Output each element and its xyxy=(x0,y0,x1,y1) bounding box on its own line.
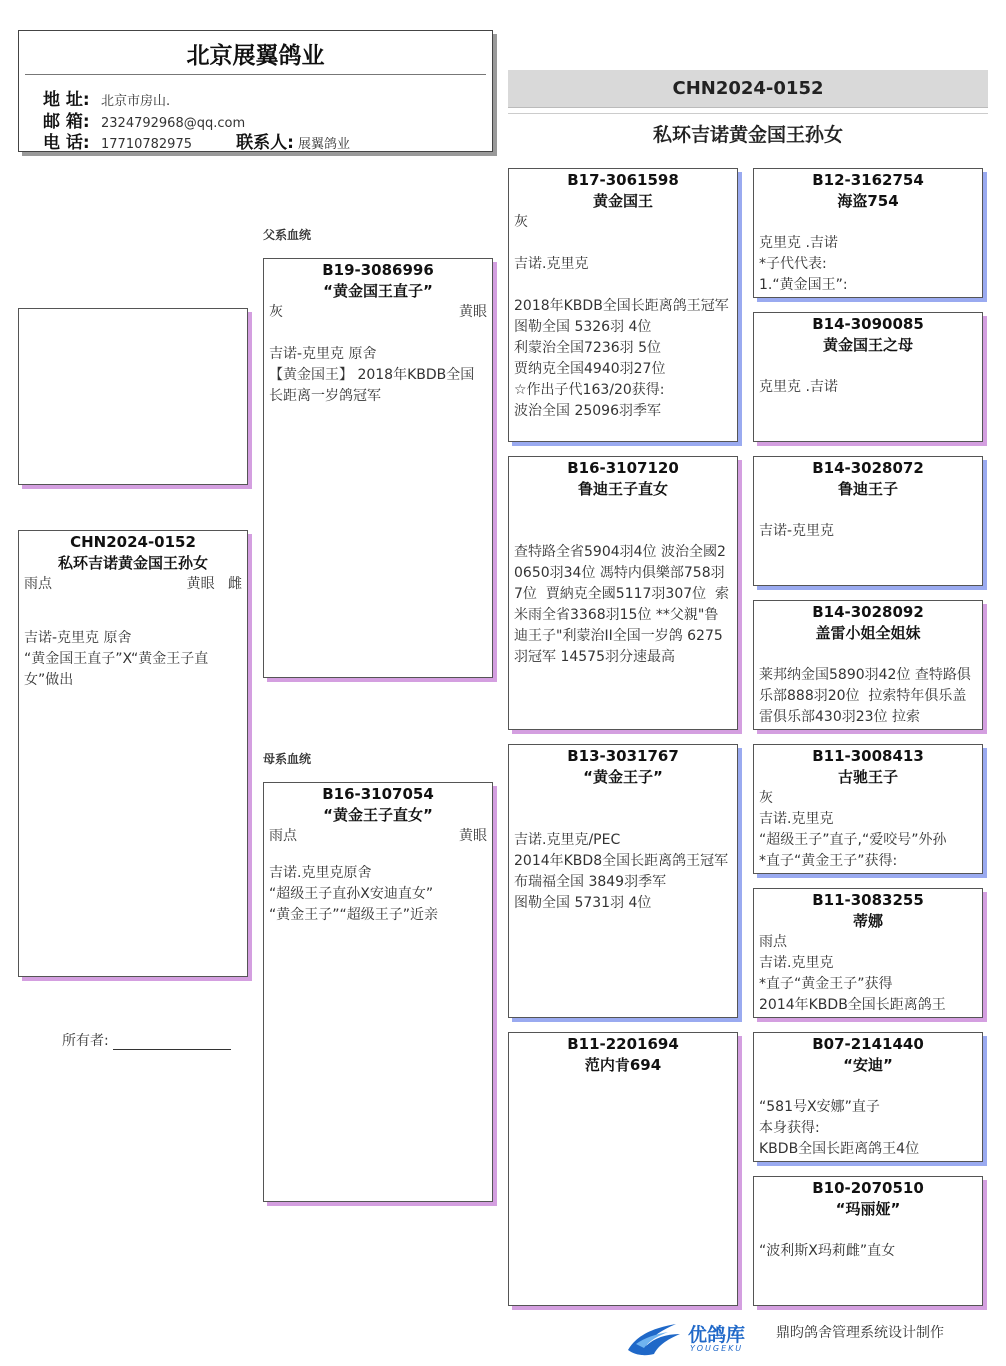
phone-label: 电 话: xyxy=(43,133,90,153)
ssd-description: 克里克 .吉诺 xyxy=(759,379,838,395)
ddd-card xyxy=(753,1176,983,1306)
dam-description: 吉诺.克里克原舍 “超级王子直孙X安迪直女” “黄金王子”“超级王子”近亲 xyxy=(269,865,439,923)
subject-attributes xyxy=(19,574,247,595)
sire-ring: B19-3086996 xyxy=(322,261,434,279)
sds-name: 鲁迪王子 xyxy=(837,480,898,498)
sire-name: “黄金国王直子” xyxy=(323,282,433,300)
dam-color: 雨点 xyxy=(269,828,297,844)
subject-name: 私环吉诺黄金国王孙女 xyxy=(57,554,208,572)
sire-color: 灰 xyxy=(269,304,283,320)
dss-card xyxy=(753,744,983,874)
sire-dam-description: 查特路全省5904羽4位 波治全國20650羽34位 馮特内俱樂部758羽7位 賈納克全國5117羽307位 索米雨全省3368羽15位 **父親"鲁迪王子"利蒙治II全国一岁鸽 6275羽冠军 14575羽分速最高 xyxy=(514,544,730,665)
dam-dam-ring: B11-2201694 xyxy=(567,1035,679,1053)
dam-sire-ring: B13-3031767 xyxy=(567,747,679,765)
phone-value: 17710782975 xyxy=(101,137,192,152)
dss-description: 灰 吉诺.克里克 “超级王子”直子,“爱咬号”外孙 *直子“黄金王子”获得: xyxy=(759,790,947,869)
contact-label: 联系人: xyxy=(236,133,294,153)
sds-description: 吉诺-克里克 xyxy=(759,523,835,539)
sss-name: 海盗754 xyxy=(837,192,899,210)
dam-card xyxy=(263,782,493,1202)
subject-color: 雨点 xyxy=(24,576,52,592)
dds-ring: B07-2141440 xyxy=(812,1035,924,1053)
sds-ring: B14-3028072 xyxy=(812,459,924,477)
dsd-ring: B11-3083255 xyxy=(812,891,924,909)
dds-name: “安迪” xyxy=(843,1056,893,1074)
sire-attributes xyxy=(264,302,492,323)
dam-name: “黄金王子直女” xyxy=(323,806,433,824)
sdd-name: 盖雷小姐全姐妹 xyxy=(815,624,921,642)
sss-ring: B12-3162754 xyxy=(812,171,924,189)
sire-line-label: 父系血统 xyxy=(263,228,312,242)
phone-row xyxy=(43,128,350,153)
owner-signature-line[interactable] xyxy=(113,1035,231,1050)
sds-card xyxy=(753,456,983,586)
breeder-title: 北京展翼鸽业 xyxy=(186,43,325,69)
ddd-description: “波利斯X玛莉雌”直女 xyxy=(759,1243,896,1259)
dss-name: 古驰王子 xyxy=(837,768,898,786)
dsd-name: 蒂娜 xyxy=(852,912,883,930)
ssd-ring: B14-3090085 xyxy=(812,315,924,333)
subject-eye: 黄眼 xyxy=(186,576,215,592)
address-label: 地 址: xyxy=(43,90,90,110)
ddd-name: “玛丽娅” xyxy=(835,1200,901,1218)
sire-sire-name: 黄金国王 xyxy=(592,192,653,210)
owner-field xyxy=(62,1030,231,1050)
title-divider xyxy=(508,113,988,114)
sire-dam-card xyxy=(508,456,738,730)
ssd-name: 黄金国王之母 xyxy=(822,336,913,354)
subject-description: 吉诺-克里克 原舍 “黄金国王直子”X“黄金王子直女”做出 xyxy=(24,630,209,688)
pigeon-photo-box xyxy=(18,308,248,485)
dam-dam-name: 范内肯694 xyxy=(584,1056,662,1074)
sire-dam-name: 鲁迪王子直女 xyxy=(577,480,668,498)
sire-description: 吉诺-克里克 原舍 【黄金国王】 2018年KBDB全国长距离一岁鸽冠军 xyxy=(269,346,475,404)
address-value: 北京市房山. xyxy=(101,94,171,109)
sdd-card xyxy=(753,600,983,730)
dds-description: “581号X安娜”直子 本身获得: KBDB全国长距离鸽王4位 xyxy=(759,1099,920,1157)
dam-sire-name: “黄金王子” xyxy=(583,768,663,786)
dsd-description: 雨点 吉诺.克里克 *直子“黄金王子”获得 2014年KBDB全国长距离鸽王 xyxy=(759,934,946,1013)
dam-eye: 黄眼 xyxy=(459,828,487,844)
logo-text: 优鸽库 xyxy=(688,1324,746,1346)
subject-card xyxy=(18,530,248,977)
sss-description: 克里克 .吉诺 *子代代表: 1.“黄金国王”: xyxy=(759,235,848,293)
email-value: 2324792968@qq.com xyxy=(101,116,246,131)
contact-value: 展翼鸽业 xyxy=(297,137,350,152)
ssd-card xyxy=(753,312,983,442)
dam-sire-description: 吉诺.克里克/PEC 2014年KBD8全国长距离鸽王冠军 布瑞福全国 3849羽季军 图勒全国 5731羽 4位 xyxy=(514,832,729,911)
dss-ring: B11-3008413 xyxy=(812,747,924,765)
sire-sire-description: 灰 吉诺.克里克 2018年KBDB全国长距离鸽王冠军 图勒全国 5326羽 4位 利蒙治全国7236羽 5位 贾纳克全国4940羽27位 ☆作出子代163/20获得: 波治全国 25096羽季军 xyxy=(514,214,729,419)
sdd-ring: B14-3028092 xyxy=(812,603,924,621)
sss-card xyxy=(753,168,983,298)
logo-subtext: YOUGEKU xyxy=(690,1344,744,1353)
dam-dam-card xyxy=(508,1032,738,1306)
subject-sex: 雌 xyxy=(228,576,242,592)
sire-card xyxy=(263,258,493,678)
dam-ring: B16-3107054 xyxy=(322,785,434,803)
header-divider xyxy=(25,74,486,75)
logo-swirl-icon xyxy=(622,1314,686,1358)
sire-sire-card xyxy=(508,168,738,442)
dds-card xyxy=(753,1032,983,1162)
dam-sire-card xyxy=(508,744,738,1018)
sdd-description: 莱邦纳金国5890羽42位 查特路俱乐部888羽20位 拉索特年俱乐盖雷俱乐部430羽23位 拉索 xyxy=(759,667,971,725)
dam-attributes xyxy=(264,826,492,847)
sire-dam-ring: B16-3107120 xyxy=(567,459,679,477)
credit-text: 鼎昀鸽舍管理系统设计制作 xyxy=(776,1325,944,1341)
subject-ring-banner: CHN2024-0152 xyxy=(508,70,988,108)
owner-label: 所有者: xyxy=(62,1033,109,1049)
sire-eye: 黄眼 xyxy=(459,304,487,320)
dam-line-label: 母系血统 xyxy=(263,752,312,766)
ddd-ring: B10-2070510 xyxy=(812,1179,924,1197)
sire-sire-ring: B17-3061598 xyxy=(567,171,679,189)
subject-name-title: 私环吉诺黄金国王孙女 xyxy=(652,124,843,146)
breeder-header-card xyxy=(18,30,493,152)
dsd-card xyxy=(753,888,983,1018)
email-label: 邮 箱: xyxy=(43,112,90,132)
subject-ring: CHN2024-0152 xyxy=(70,533,196,551)
